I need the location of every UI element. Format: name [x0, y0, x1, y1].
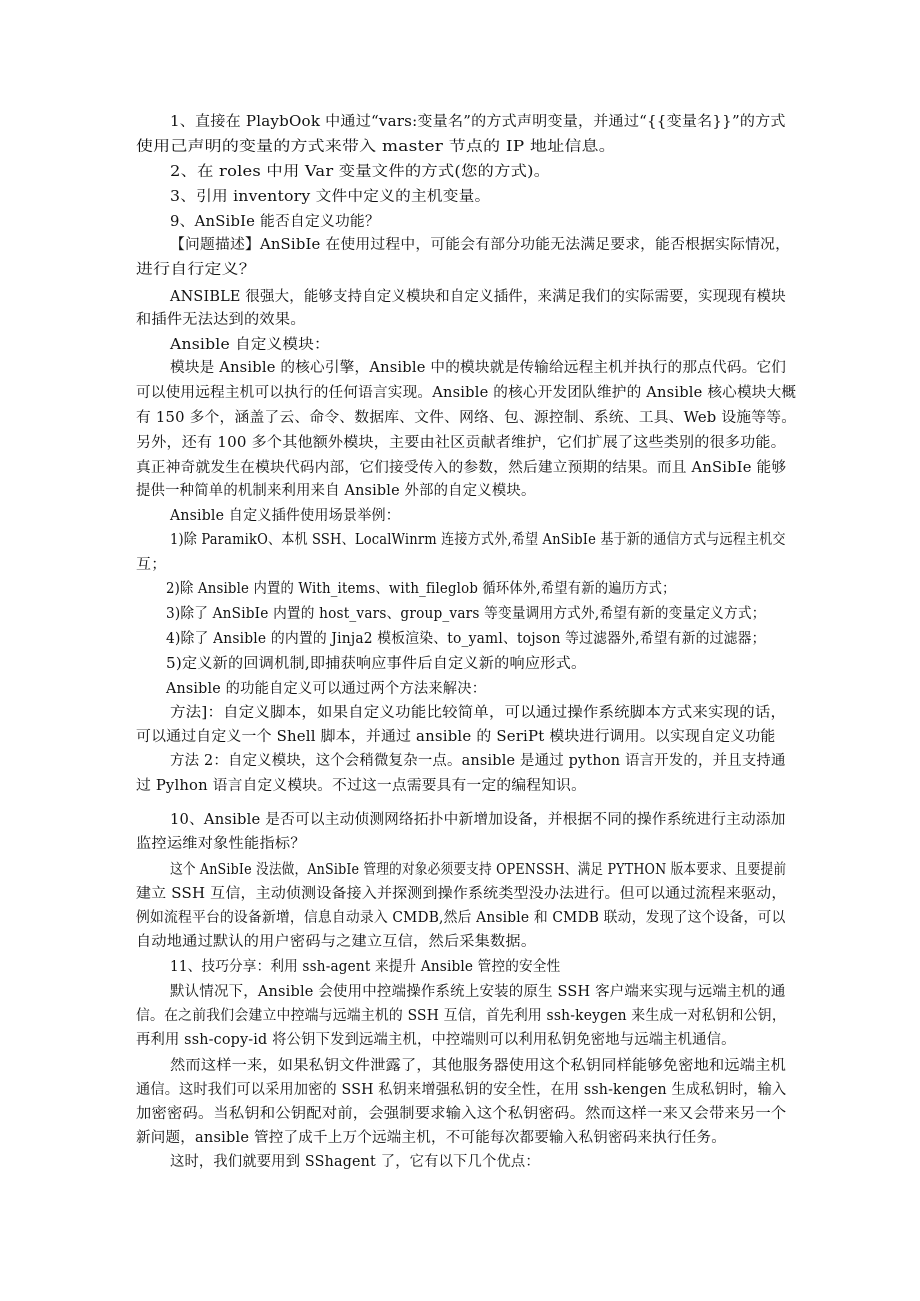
- text-line: 3)除了 AnSibIe 内置的 host_vars、group_vars 等变量调用方式外,希望有新的变量定义方式；: [166, 606, 766, 622]
- text-line: 进行自行定义？: [136, 262, 256, 278]
- text-line: 模块是 Ansible 的核心引擎，Ansible 中的模块就是传输给远程主机并执行的那点代码。它们: [170, 360, 787, 376]
- text-line: 这时，我们就要用到 SShagent 了，它有以下几个优点：: [170, 1154, 540, 1170]
- section-heading: 11、技巧分享：利用 ssh-agent 来提升 Ansible 管控的安全性: [170, 959, 561, 975]
- text-line: Ansible 的功能自定义可以通过两个方法来解决：: [166, 681, 487, 697]
- text-line: ANSIBLE 很强大，能够支持自定义模块和自定义插件，来满足我们的实际需要，实现现有模块: [170, 289, 786, 305]
- text-line: 1、直接在 PlaybOok 中通过“vars:变量名”的方式声明变量，并通过“{{变量名}}”的方式: [170, 114, 786, 130]
- text-line: Ansible 自定义模块：: [170, 337, 330, 353]
- section-heading: 10、Ansible 是否可以主动侦测网络拓扑中新增加设备，并根据不同的操作系统进行主动添加: [170, 812, 786, 828]
- text-line: 新问题，ansible 管控了成千上万个远端主机，不可能每次都要输入私钥密码来执行任务。: [136, 1130, 726, 1146]
- text-line: Ansible 自定义插件使用场景举例：: [170, 508, 400, 524]
- text-line: 5)定义新的回调机制,即捕获响应事件后自定义新的响应形式。: [166, 656, 587, 672]
- text-line: 通信。这时我们可以采用加密的 SSH 私钥来增强私钥的安全性，在用 ssh-kengen 生成私钥时，输入: [136, 1082, 787, 1098]
- text-line: 互；: [136, 557, 167, 573]
- text-line: 可以使用远程主机可以执行的任何语言实现。Ansible 的核心开发团队维护的 Ansible 核心模块大概: [136, 385, 797, 401]
- text-line: 4)除了 Ansible 的内置的 Jinja2 模板渲染、to_yaml、tojson 等过滤器外,希望有新的过滤器；: [166, 631, 766, 647]
- text-line: 有 150 多个，涵盖了云、命令、数据库、文件、网络、包、源控制、系统、工具、Web 设施等等。: [136, 410, 797, 426]
- text-line: 可以通过自定义一个 Shell 脚本，并通过 ansible 的 SeriPt 模块进行调用。以实现自定义功能: [136, 729, 776, 745]
- text-line: 加密密码。当私钥和公钥配对前，会强制要求输入这个私钥密码。然而这样一来又会带来另一个: [136, 1106, 787, 1122]
- text-line: 【问题描述】AnSibIe 在使用过程中，可能会有部分功能无法满足要求，能否根据实际情况，: [170, 237, 791, 253]
- text-line: 3、引用 inventory 文件中定义的主机变量。: [170, 189, 491, 205]
- text-line: 默认情况下，Ansible 会使用中控端操作系统上安装的原生 SSH 客户端来实现与远端主机的通: [170, 984, 786, 1000]
- text-line: 方法 2：自定义模块，这个会稍微复杂一点。ansible 是通过 python 语言开发的，并且支持通: [170, 753, 786, 769]
- text-line: 方法]：自定义脚本，如果自定义功能比较简单，可以通过操作系统脚本方式来实现的话，: [170, 705, 787, 721]
- text-line: 然而这样一来，如果私钥文件泄露了，其他服务器使用这个私钥同样能够免密地和远端主机: [170, 1058, 787, 1074]
- text-line: 和插件无法达到的效果。: [136, 312, 306, 328]
- text-line: 过 Pylhon 语言自定义模块。不过这一点需要具有一定的编程知识。: [136, 778, 587, 794]
- text-line: 自动地通过默认的用户密码与之建立互信，然后采集数据。: [136, 934, 537, 950]
- text-line: 2)除 Ansible 内置的 With_items、with_fileglob 循环体外,希望有新的遍历方式；: [166, 581, 676, 597]
- text-line: 1)除 ParamikO、本机 SSH、LocalWinrm 连接方式外,希望 AnSibIe 基于新的通信方式与远程主机交: [170, 532, 786, 548]
- text-line: 信。在之前我们会建立中控端与远端主机的 SSH 互信，首先利用 ssh-keygen 来生成一对私钥和公钥，: [136, 1008, 786, 1024]
- text-line: 2、在 roles 中用 Var 变量文件的方式(您的方式)。: [170, 164, 551, 180]
- section-heading: 监控运维对象性能指标？: [136, 836, 306, 852]
- text-line: 这个 AnSibIe 没法做，AnSibIe 管理的对象必须要支持 OPENSSH、满足 PYTHON 版本要求、且要提前: [170, 862, 787, 878]
- text-line: 例如流程平台的设备新增，信息自动录入 CMDB,然后 Ansible 和 CMDB 联动，发现了这个设备，可以: [136, 910, 786, 926]
- text-line: 另外，还有 100 多个其他额外模块，主要由社区贡献者维护，它们扩展了这些类别的很多功能。: [136, 435, 786, 451]
- text-line: 再利用 ssh-copy-id 将公钥下发到远端主机，中控端则可以利用私钥免密地与远端主机通信。: [136, 1032, 736, 1048]
- text-line: 建立 SSH 互信，主动侦测设备接入并探测到操作系统类型没办法进行。但可以通过流程来驱动，: [136, 886, 787, 902]
- text-line: 使用己声明的变量的方式来带入 master 节点的 IP 地址信息。: [136, 139, 616, 155]
- text-line: 提供一种简单的机制来利用来自 Ansible 外部的自定义模块。: [136, 483, 536, 499]
- section-heading: 9、AnSibIe 能否自定义功能？: [170, 214, 380, 230]
- text-line: 真正神奇就发生在模块代码内部，它们接受传入的参数，然后建立预期的结果。而且 AnSibIe 能够: [136, 460, 787, 476]
